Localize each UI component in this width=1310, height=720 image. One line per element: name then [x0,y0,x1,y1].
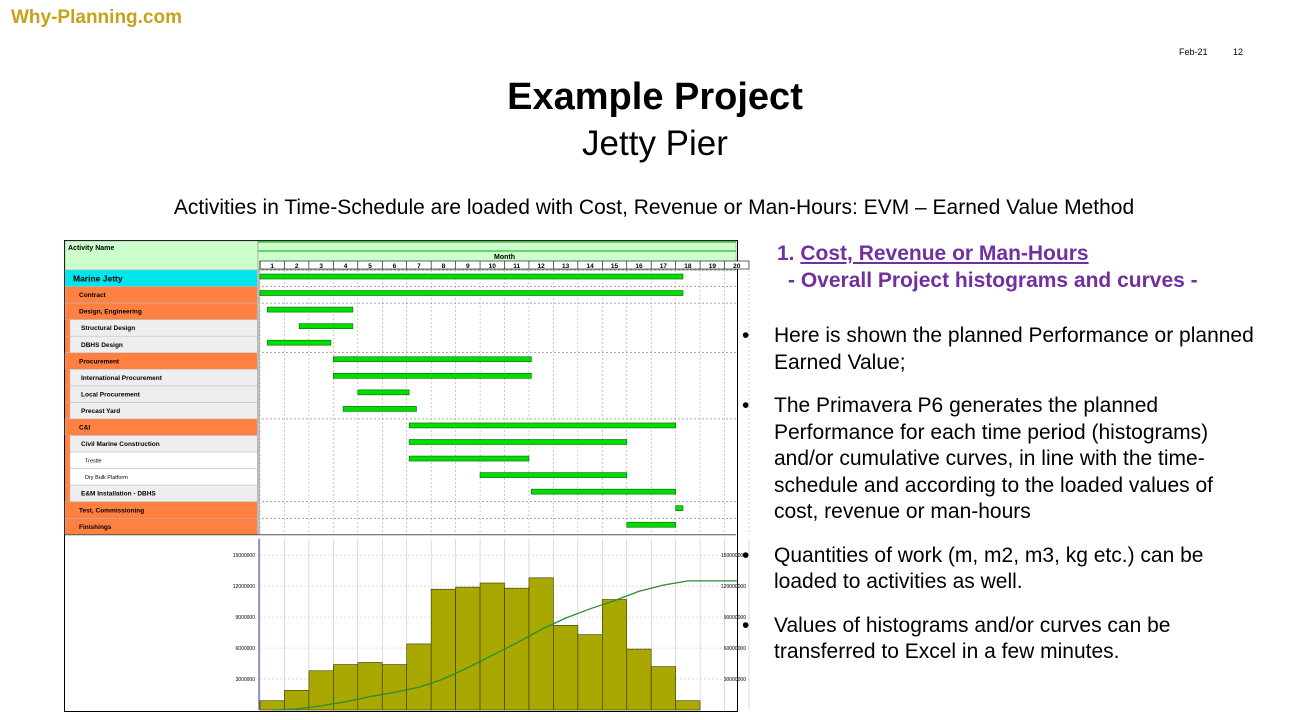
activity-name: Finishings [79,523,112,531]
y-tick-label: 3000000 [235,677,255,684]
section-heading [777,242,1089,266]
y2-tick-label: 90000000 [723,615,746,622]
gantt-bar [409,423,676,428]
y2-tick-label: 30000000 [723,677,746,684]
month-label: 15 [610,263,619,270]
row-indent-marker [65,485,70,502]
row-indent-marker [65,320,70,337]
histogram-bar [284,690,308,710]
histogram-bar [260,701,284,710]
month-label: 1 [270,263,275,270]
y-tick-label: 15000000 [232,553,255,560]
month-label: 10 [488,263,496,270]
month-label: 5 [368,263,372,270]
bullet-item [742,543,1262,596]
section-number: 1. [777,242,795,265]
row-indent-marker [65,452,70,469]
activity-name: Dry Bulk Platform [85,474,128,481]
row-indent-marker [65,369,70,386]
row-indent-marker [65,402,70,419]
gantt-bar [260,274,683,279]
month-label: 4 [343,263,348,270]
bullet-item [742,323,1262,376]
gantt-bar [531,489,675,494]
month-label: 17 [659,263,668,270]
histogram-bar [529,578,553,710]
histogram-bar [456,587,480,710]
bullet-text: Quantities of work (m, m2, m3, kg etc.) can be loaded to activities as well. [774,543,1204,593]
histogram-bar [676,701,700,710]
activity-name: Design, Engineering [79,308,142,316]
gantt-bar [333,357,531,362]
y2-tick-label: 120000000 [720,584,746,591]
gantt-bar [299,324,353,329]
month-label: 9 [466,263,470,270]
histogram-bar [651,667,675,710]
y2-tick-label: 60000000 [723,646,746,653]
month-label: 20 [733,263,741,270]
activity-name: C&I [79,424,91,432]
activity-name: Structural Design [81,325,136,333]
row-indent-marker [65,336,70,353]
month-label: 2 [294,263,299,270]
gantt-chart [65,241,746,710]
histogram-bar [602,600,626,710]
site-logo: Why-Planning.com [11,7,182,28]
gantt-bar [343,406,416,411]
gantt-bar [260,291,683,296]
activity-name: DBHS Design [81,341,123,349]
activity-name: E&M Installation - DBHS [81,490,156,498]
activity-name: International Procurement [81,374,162,382]
bullet-item [742,613,1262,666]
bullet-text: Here is shown the planned Performance or planned Earned Value; [774,324,1254,374]
bullet-text: The Primavera P6 generates the planned Performance for each time period (histograms) and/or cumulative curves, in line with the time-schedule and according to the loaded values of cost, revenue or man-hours [774,394,1213,523]
month-label: 16 [635,263,643,270]
bullet-icon: • [742,613,750,637]
histogram-bar [382,665,406,710]
bullet-icon: • [742,394,750,417]
activity-row-cell [65,419,258,436]
bullet-text: Values of histograms and/or curves can be transferred to Excel in a few minutes. [774,613,1171,663]
activity-name: Procurement [79,358,120,366]
bullet-item [742,393,1262,526]
slide-date: Feb-21 [1179,47,1208,57]
activity-name: Contract [79,292,106,300]
row-indent-marker [65,469,70,486]
slide-number: 12 [1233,47,1244,57]
y-tick-label: 9000000 [235,615,255,622]
y-tick-label: 6000000 [235,646,255,653]
y-tick-label: 12000000 [232,584,255,591]
intro-text: Activities in Time-Schedule are loaded with Cost, Revenue or Man-Hours: EVM – Earned Value Method [173,196,1135,219]
activity-name: Precast Yard [81,407,121,415]
histogram-bar [627,649,651,710]
name-column-divider [257,270,260,535]
month-label: 19 [708,263,716,270]
section-subheading: - Overall Project histograms and curves - [788,269,1198,292]
month-header-label: Month [494,254,515,261]
month-label: 13 [562,263,570,270]
histogram-bar [578,635,602,710]
gantt-bar [267,307,353,312]
section-heading-link[interactable]: Cost, Revenue or Man-Hours [800,242,1089,265]
activity-name: Marine Jetty [73,273,123,284]
gantt-bar [676,506,683,511]
activity-name: Local Procurement [81,391,140,399]
y2-tick-label: 150000000 [720,553,746,560]
month-label: 8 [441,263,446,270]
month-label: 6 [392,263,397,270]
month-label: 7 [417,263,421,270]
histogram-bar [358,663,382,710]
bullet-list [742,323,1262,683]
gantt-bar [333,373,531,378]
month-label: 12 [537,263,545,270]
histogram-bar [480,583,504,710]
gantt-bar [409,440,627,445]
month-label: 14 [586,263,594,270]
month-label: 11 [513,263,521,270]
slide-subtitle: Jetty Pier [582,124,728,163]
bullet-icon: • [742,324,750,347]
gantt-chart-panel [64,240,746,712]
month-label: 18 [684,263,692,270]
activity-name: Test, Commissioning [79,507,145,515]
histogram-bar [431,589,455,710]
row-indent-marker [65,436,70,453]
gantt-bar [627,522,676,527]
histogram-bar [407,644,431,710]
slide-title: Example Project [507,76,803,118]
histogram-bar [553,625,577,710]
gantt-bar [358,390,409,395]
bullet-icon: • [742,543,750,567]
gantt-bar [267,340,331,345]
gantt-bar [409,456,529,461]
gantt-bar [480,473,627,478]
month-label: 3 [319,263,323,270]
histogram-bar [505,588,529,710]
activity-name: Civil Marine Construction [81,441,160,449]
activity-name: Trestle [85,458,102,465]
row-indent-marker [65,386,70,403]
activity-header-label: Activity Name [68,245,115,252]
